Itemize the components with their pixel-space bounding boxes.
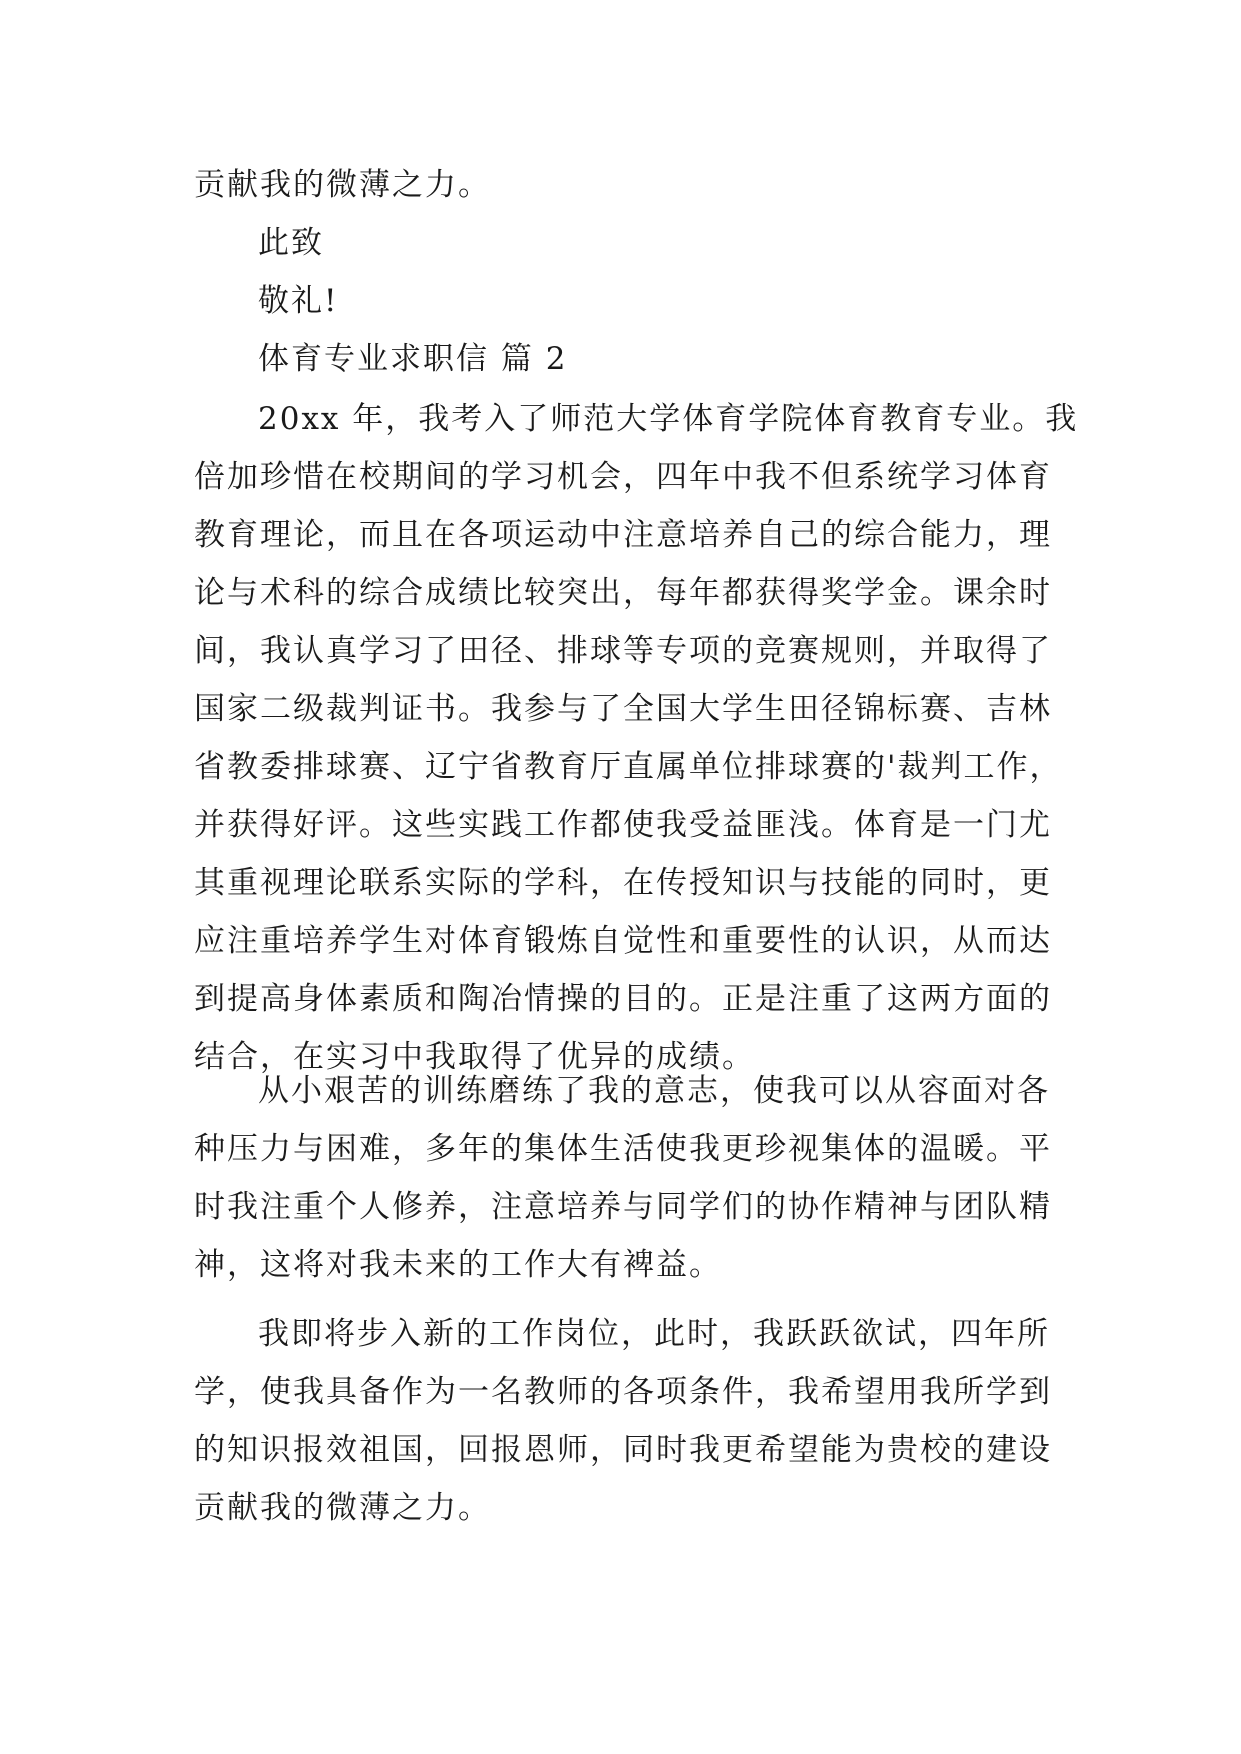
- paragraph-line: 论与术科的综合成绩比较突出，每年都获得奖学金。课余时: [194, 575, 1052, 611]
- paragraph-line: 教育理论，而且在各项运动中注意培养自己的综合能力，理: [194, 517, 1052, 553]
- paragraph-line: 应注重培养学生对体育锻炼自觉性和重要性的认识，从而达: [194, 923, 1052, 959]
- paragraph-line: 省教委排球赛、辽宁省教育厅直属单位排球赛的'裁判工作，: [194, 749, 1063, 785]
- paragraph-line: 国家二级裁判证书。我参与了全国大学生田径锦标赛、吉林: [194, 691, 1052, 727]
- paragraph-line: 时我注重个人修养，注意培养与同学们的协作精神与团队精: [194, 1189, 1052, 1225]
- paragraph-line: 其重视理论联系实际的学科，在传授知识与技能的同时，更: [194, 865, 1052, 901]
- paragraph-line: 学，使我具备作为一名教师的各项条件，我希望用我所学到: [194, 1374, 1052, 1410]
- paragraph-line: 贡献我的微薄之力。: [194, 1490, 491, 1526]
- paragraph-line: 间，我认真学习了田径、排球等专项的竞赛规则，并取得了: [194, 633, 1052, 669]
- paragraph-line: 的知识报效祖国，回报恩师，同时我更希望能为贵校的建设: [194, 1432, 1052, 1468]
- letter-closing-block: [194, 156, 1056, 388]
- paragraph-line: 从小艰苦的训练磨练了我的意志，使我可以从容面对各: [258, 1073, 1050, 1109]
- regards: 敬礼!: [258, 283, 339, 319]
- salutation: 此致: [258, 225, 324, 261]
- paragraph-line: 神，这将对我未来的工作大有裨益。: [194, 1247, 722, 1283]
- paragraph-line: 我即将步入新的工作岗位，此时，我跃跃欲试，四年所: [258, 1316, 1050, 1352]
- paragraph-line: 倍加珍惜在校期间的学习机会，四年中我不但系统学习体育: [194, 459, 1052, 495]
- paragraph-line: 并获得好评。这些实践工作都使我受益匪浅。体育是一门尤: [194, 807, 1052, 843]
- paragraph-2: [194, 1062, 1056, 1294]
- paragraph-line: 结合，在实习中我取得了优异的成绩。: [194, 1039, 755, 1075]
- paragraph-line: 到提高身体素质和陶冶情操的目的。正是注重了这两方面的: [194, 981, 1052, 1017]
- section-heading: 体育专业求职信 篇 2: [258, 341, 568, 377]
- paragraph-3: [194, 1305, 1056, 1537]
- paragraph-1: [194, 390, 1079, 1086]
- paragraph-line: 种压力与困难，多年的集体生活使我更珍视集体的温暖。平: [194, 1131, 1052, 1167]
- paragraph-line: 20xx 年，我考入了师范大学体育学院体育教育专业。我: [258, 401, 1079, 437]
- previous-letter-tail: 贡献我的微薄之力。: [194, 167, 491, 203]
